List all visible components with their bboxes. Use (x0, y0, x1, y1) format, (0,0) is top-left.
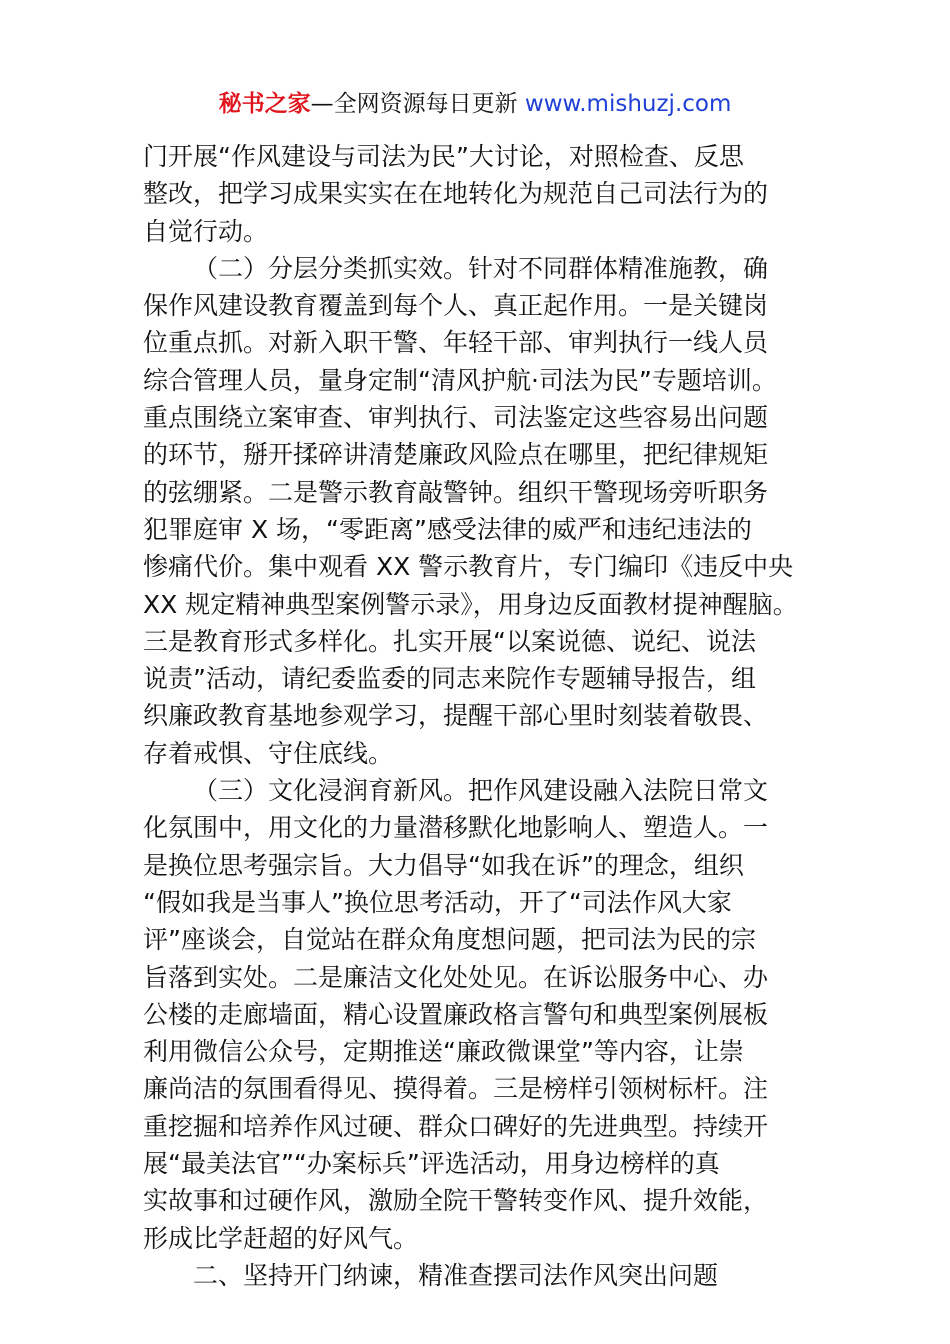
text-line: 综合管理人员，量身定制“清风护航·司法为民”专题培训。 (143, 365, 777, 395)
text-line: 廉尚洁的氛围看得见、摸得着。三是榜样引领树标杆。注 (143, 1074, 769, 1104)
chapter-heading: 二、坚持开门纳谏，精准查摆司法作风突出问题 (193, 1260, 719, 1290)
text-line: 形成比学赶超的好风气。 (143, 1223, 419, 1253)
document-body (143, 138, 811, 1294)
text-line: 展“最美法官”“办案标兵”评选活动，用身边榜样的真 (143, 1149, 720, 1179)
text-line: 惨痛代价。集中观看 XX 警示教育片，专门编印《违反中央 (143, 552, 794, 582)
text-line: 利用微信公众号，定期推送“廉政微课堂”等内容，让崇 (143, 1037, 744, 1067)
site-url-link[interactable]: www.mishuzj.com (524, 91, 732, 117)
text-line: 织廉政教育基地参观学习，提醒干部心里时刻装着敬畏、 (143, 701, 769, 731)
header-dash: — (310, 91, 334, 117)
text-line: 三是教育形式多样化。扎实开展“以案说德、说纪、说法 (143, 626, 756, 656)
text-line: XX 规定精神典型案例警示录》，用身边反面教材提神醒脑。 (143, 589, 798, 619)
text-line: 实故事和过硬作风，激励全院干警转变作风、提升效能， (143, 1186, 769, 1216)
text-line: 重挖掘和培养作风过硬、群众口碑好的先进典型。持续开 (143, 1111, 769, 1141)
section-heading-line: （二）分层分类抓实效。针对不同群体精准施教，确 (193, 253, 769, 283)
text-line: 自觉行动。 (143, 216, 269, 246)
text-line: 重点围绕立案审查、审判执行、司法鉴定这些容易出问题 (143, 403, 769, 433)
text-line: 旨落到实处。二是廉洁文化处处见。在诉讼服务中心、办 (143, 962, 769, 992)
text-line: 的弦绷紧。二是警示教育敲警钟。组织干警现场旁听职务 (143, 477, 769, 507)
header-tagline: 全网资源每日更新 (333, 91, 525, 117)
text-line: 化氛围中，用文化的力量潜移默化地影响人、塑造人。一 (143, 813, 769, 843)
text-line: 保作风建设教育覆盖到每个人、真正起作用。一是关键岗 (143, 291, 769, 321)
brand-name: 秘书之家 (218, 91, 311, 117)
text-line: “假如我是当事人”换位思考活动，开了“司法作风大家 (143, 887, 732, 917)
text-line: 门开展“作风建设与司法为民”大讨论，对照检查、反思 (143, 142, 744, 171)
text-line: 说责”活动，请纪委监委的同志来院作专题辅导报告，组 (143, 664, 756, 694)
text-line: 犯罪庭审 X 场，“零距离”感受法律的威严和违纪违法的 (143, 514, 752, 544)
text-line: 公楼的走廊墙面，精心设置廉政格言警句和典型案例展板 (143, 999, 769, 1029)
text-line: 是换位思考强宗旨。大力倡导“如我在诉”的理念，组织 (143, 850, 744, 880)
text-line: 存着戒惧、守住底线。 (143, 738, 394, 768)
text-line: 评”座谈会，自觉站在群众角度想问题，把司法为民的宗 (143, 925, 756, 955)
text-line: 位重点抓。对新入职干警、年轻干部、审判执行一线人员 (143, 328, 769, 358)
site-header (0, 88, 950, 120)
text-line: 的环节，掰开揉碎讲清楚廉政风险点在哪里，把纪律规矩 (143, 440, 769, 470)
text-line: 整改，把学习成果实实在在地转化为规范自己司法行为的 (143, 179, 769, 209)
section-heading-line: （三）文化浸润育新风。把作风建设融入法院日常文 (193, 776, 769, 806)
